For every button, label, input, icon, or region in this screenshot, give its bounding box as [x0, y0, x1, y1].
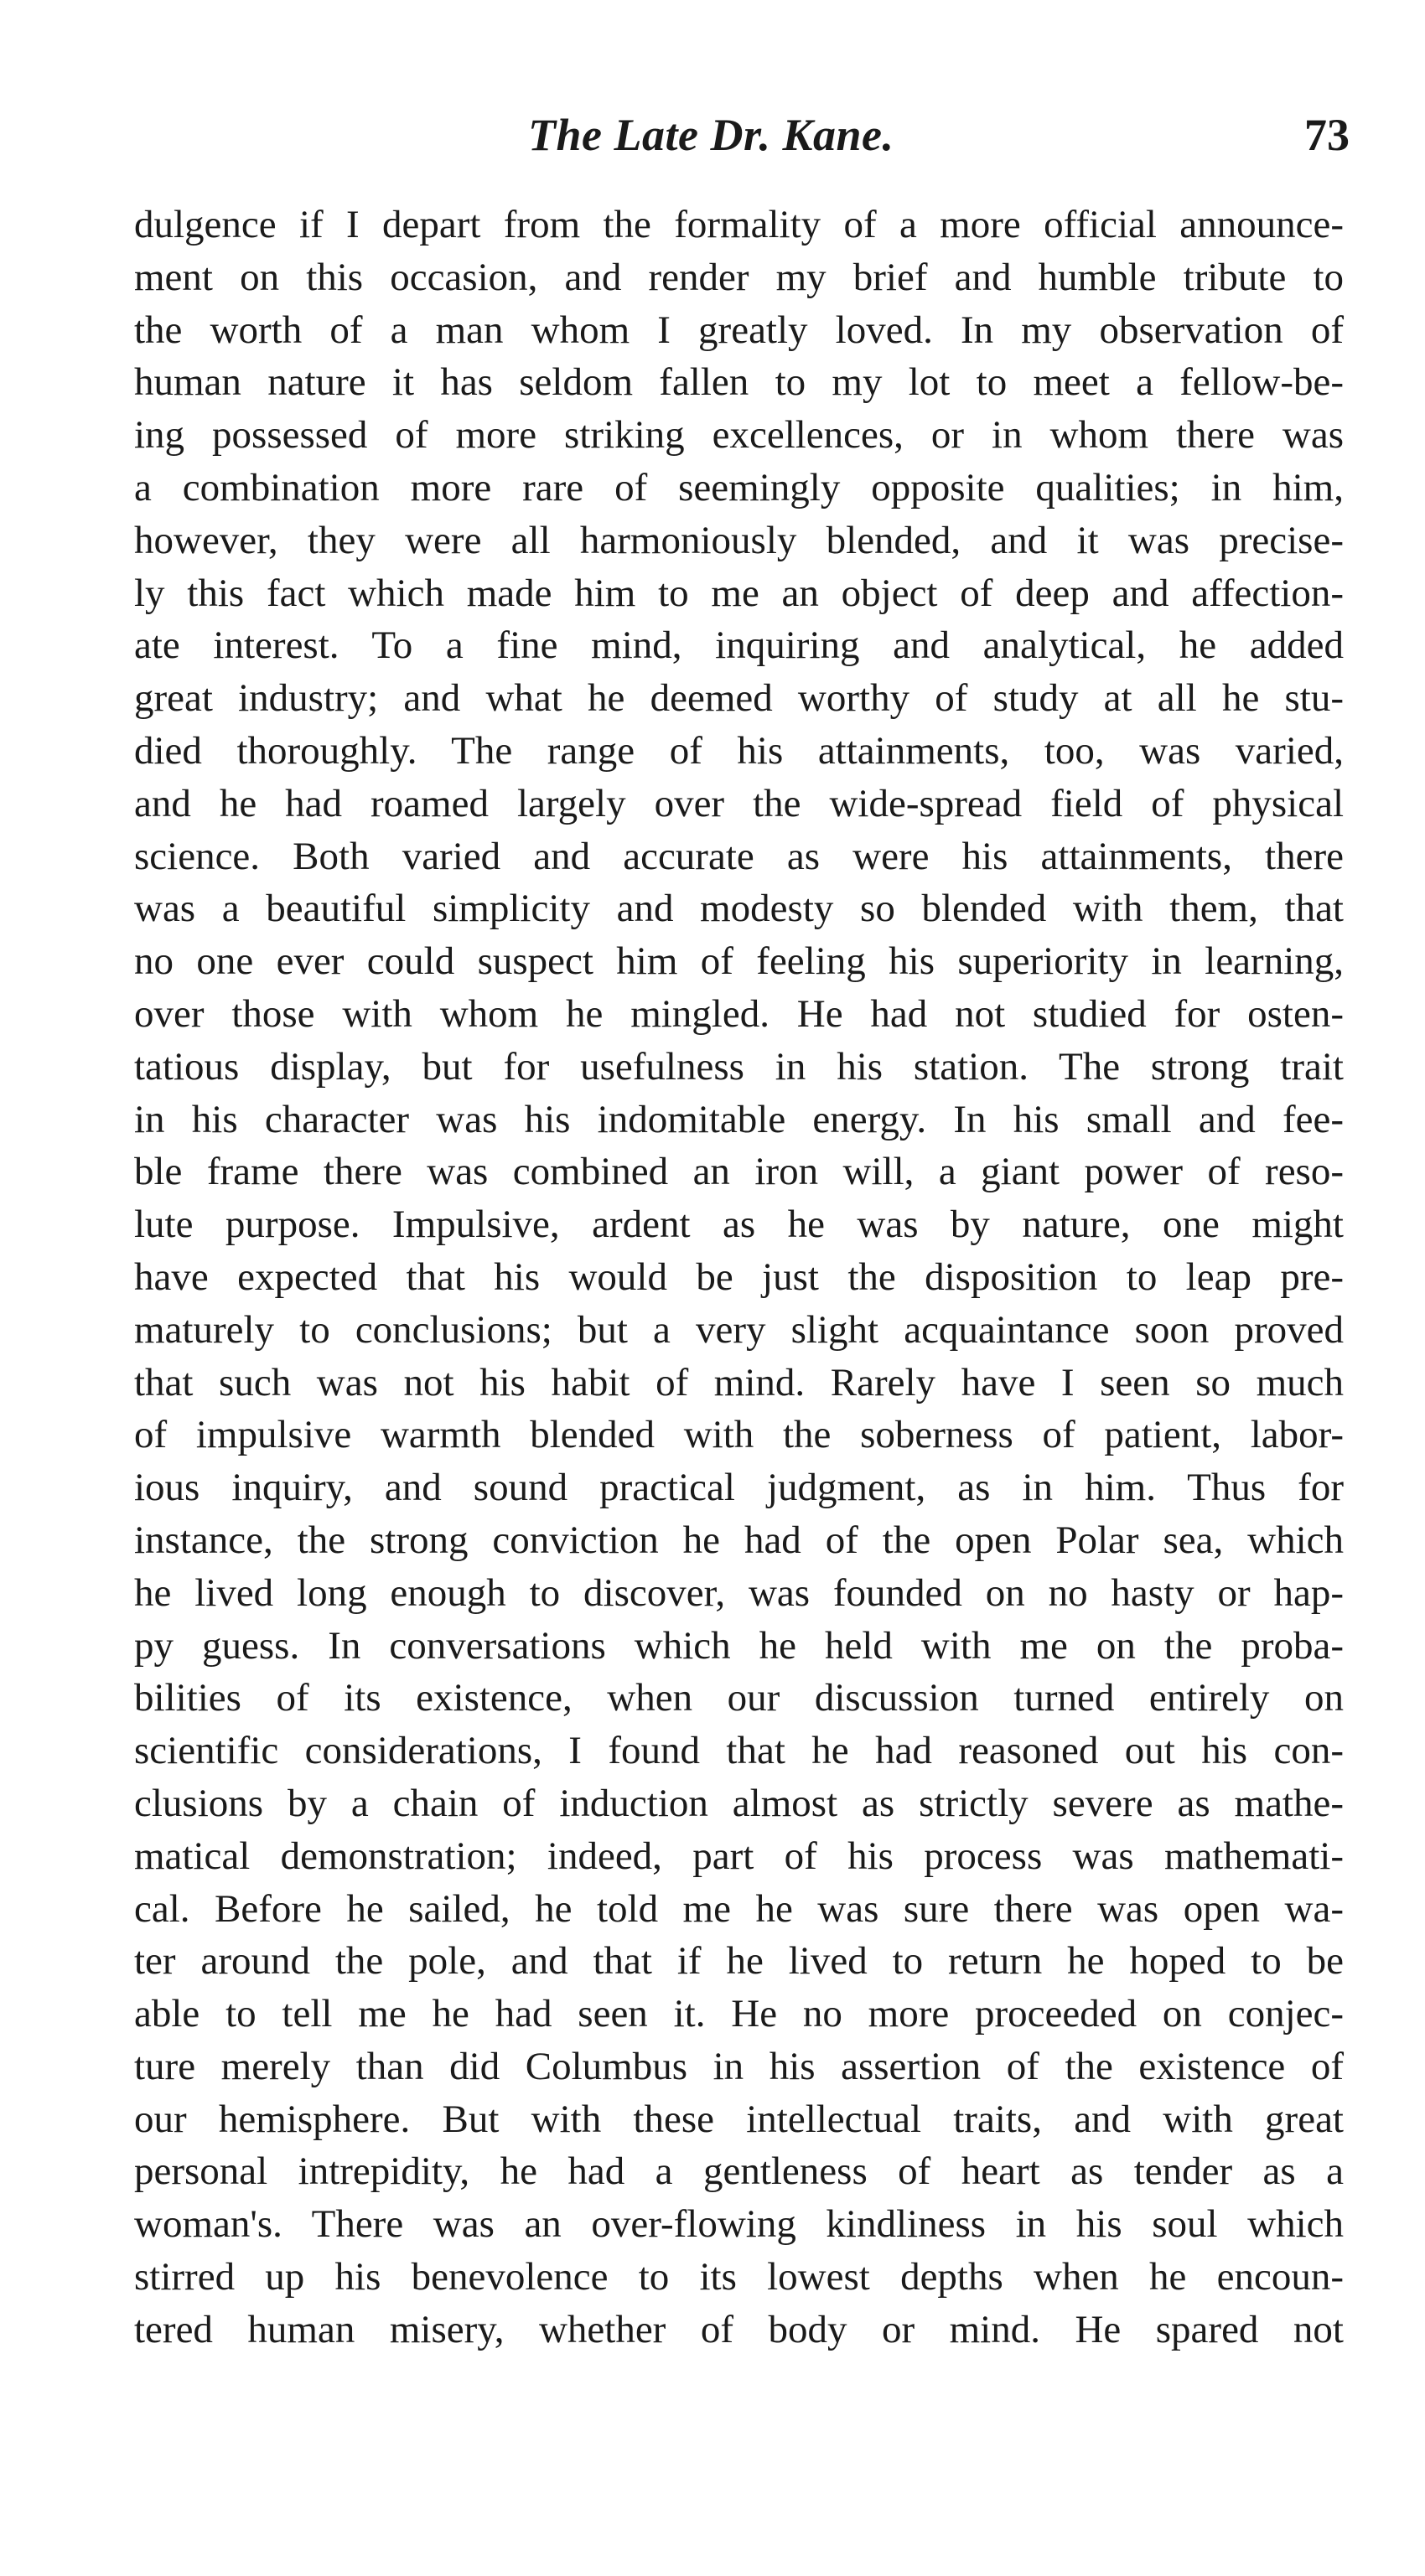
- text-line: dulgence if I depart from the formality of a more official announce-: [134, 203, 1344, 246]
- text-line: stirred up his benevolence to its lowest depths when he encoun-: [134, 2255, 1344, 2299]
- text-line: matical demonstration; indeed, part of his process was mathemati-: [134, 1834, 1344, 1878]
- text-line: however, they were all harmoniously blended, and it was precise-: [134, 518, 1344, 562]
- text-line: over those with whom he mingled. He had not studied for osten-: [134, 991, 1344, 1036]
- text-line: science. Both varied and accurate as were his attainments, there: [134, 834, 1344, 878]
- text-line: ble frame there was combined an iron will, a giant power of reso-: [134, 1150, 1344, 1194]
- text-line: py guess. In conversations which he held with me on the proba-: [134, 1623, 1344, 1668]
- text-line: he lived long enough to discover, was founded on no hasty or hap-: [134, 1570, 1344, 1615]
- text-line: ing possessed of more striking excellences, or in whom there was: [134, 413, 1344, 458]
- text-line: our hemisphere. But with these intellectual traits, and with great: [134, 2097, 1344, 2141]
- running-title: The Late Dr. Kane.: [528, 110, 894, 160]
- text-line: ate interest. To a fine mind, inquiring and analytical, he added: [134, 623, 1344, 668]
- text-line: have expected that his would be just the disposition to leap pre-: [134, 1254, 1344, 1299]
- text-line: scientific considerations, I found that he had reasoned out his con-: [134, 1729, 1344, 1773]
- text-line: clusions by a chain of induction almost as strictly severe as mathe-: [134, 1781, 1344, 1825]
- running-head: [134, 109, 1350, 168]
- text-line: cal. Before he sailed, he told me he was sure there was open wa-: [134, 1886, 1344, 1931]
- text-line: ment on this occasion, and render my brief and humble tribute to: [134, 255, 1344, 299]
- text-line: maturely to conclusions; but a very slight acquaintance soon proved: [134, 1307, 1344, 1352]
- text-line: ter around the pole, and that if he lived to return he hoped to be: [134, 1939, 1344, 1984]
- text-line: tatious display, but for usefulness in his station. The strong trait: [134, 1044, 1344, 1089]
- text-line: a combination more rare of seemingly opposite qualities; in him,: [134, 465, 1344, 510]
- text-line: the worth of a man whom I greatly loved. In my observation of: [134, 308, 1344, 352]
- text-line: tered human misery, whether of body or mind. He spared not: [134, 2307, 1344, 2351]
- text-line: human nature it has seldom fallen to my lot to meet a fellow-be-: [134, 360, 1344, 405]
- text-line: woman's. There was an over-flowing kindliness in his soul which: [134, 2202, 1344, 2247]
- text-line: ture merely than did Columbus in his assertion of the existence of: [134, 2044, 1344, 2088]
- text-line: ly this fact which made him to me an object of deep and affection-: [134, 571, 1344, 615]
- text-line: in his character was his indomitable energy. In his small and fee-: [134, 1097, 1344, 1141]
- text-line: was a beautiful simplicity and modesty so blended with them, that: [134, 887, 1344, 931]
- text-line: no one ever could suspect him of feeling his superiority in learning,: [134, 939, 1344, 984]
- text-line: great industry; and what he deemed worthy of study at all he stu-: [134, 676, 1344, 721]
- page-body: [134, 199, 1344, 2356]
- text-line: able to tell me he had seen it. He no more proceeded on conjec-: [134, 1992, 1344, 2036]
- page-number: 73: [1304, 110, 1350, 160]
- text-line: lute purpose. Impulsive, ardent as he was by nature, one might: [134, 1203, 1344, 1247]
- text-line: bilities of its existence, when our discussion turned entirely on: [134, 1676, 1344, 1720]
- text-line: personal intrepidity, he had a gentleness of heart as tender as a: [134, 2149, 1344, 2194]
- text-line: of impulsive warmth blended with the soberness of patient, labor-: [134, 1413, 1344, 1457]
- text-line: that such was not his habit of mind. Rarely have I seen so much: [134, 1360, 1344, 1404]
- text-line: ious inquiry, and sound practical judgment, as in him. Thus for: [134, 1466, 1344, 1510]
- text-line: and he had roamed largely over the wide-spread field of physical: [134, 781, 1344, 825]
- text-line: died thoroughly. The range of his attainments, too, was varied,: [134, 728, 1344, 773]
- text-line: instance, the strong conviction he had of the open Polar sea, which: [134, 1518, 1344, 1562]
